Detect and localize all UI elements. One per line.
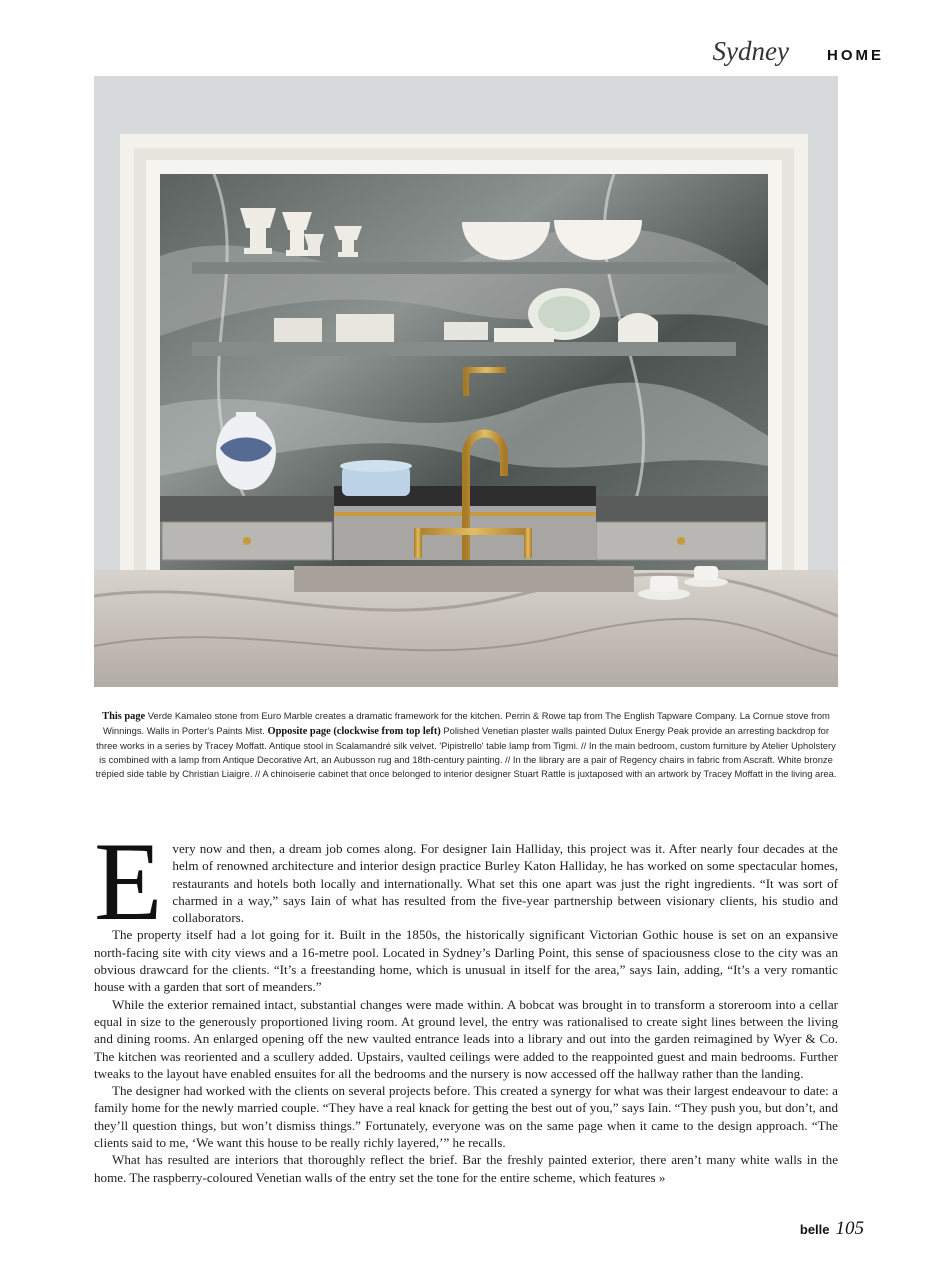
caption-lead-opposite-page: Opposite page (clockwise from top left) [267, 726, 441, 737]
paragraph-1 [94, 820, 838, 944]
shelf-middle [192, 342, 736, 356]
section-city: Sydney [712, 36, 789, 66]
caption-text-this-page: Verde Kamaleo stone from Euro Marble creates a dramatic framework for the kitchen. Perrin & Rowe tap from The English Tapware Company. La Cornue stove from Winnings. Walls in Porter's Paints Mist. [102, 710, 830, 736]
magazine-name: belle [799, 1222, 830, 1237]
paragraph-2: The property itself had a lot going for it. Built in the 1850s, the historically significant Victorian Gothic house is set on an expansive north-facing site with city views and a 16-metre pool. Located in Sydney’s Darling Point, this sense of spaciousness close to the city was an obvious drawcard for the clients. “It’s a freestanding home, which is unusual in itself for the area,” says Iain, adding, “It’s a very romantic house with a garden that sort of meanders.” [94, 927, 838, 995]
section-label: HOME [827, 47, 884, 64]
paragraph-3: While the exterior remained intact, substantial changes were made within. A bobcat was brought in to transform a storeroom into a cellar equal in size to the generously proportioned living room. At ground level, the entry was rationalised to create sight lines between the living and dining rooms. An enlarged opening off the new vaulted entrance leads into a library and out into the garden reimagined by Wyer & Co. The kitchen was reoriented and a scullery added. Upstairs, vaulted ceilings were added to the reappointed guest and main bedrooms. Further tweaks to the layout have enabled ensuites for all the bedrooms and the nursery is now accessed off the hallway rather than the landing. [94, 996, 838, 1081]
caption-lead-this-page: This page [102, 711, 146, 722]
page-number: 105 [835, 1218, 864, 1239]
drop-cap: E [94, 820, 163, 944]
sink [294, 566, 634, 592]
photo-caption [92, 709, 840, 781]
page-header [713, 36, 884, 67]
article-body [94, 820, 838, 1186]
paragraph-5: What has resulted are interiors that thoroughly reflect the brief. Bar the freshly painted exterior, there aren’t many white walls in the home. The raspberry-coloured Venetian walls of the entry set the tone for the entire scheme, which features » [94, 1152, 838, 1185]
page-footer [800, 1218, 864, 1240]
caption-text-opposite-page: Polished Venetian plaster walls painted Dulux Energy Peak provide an arresting backdrop for three works in a series by Tracey Moffatt. Antique stool in Scalamandré silk velvet. 'Pipistrello' table lamp from Tigmi. // In the main bedroom, custom furniture by Atelier Upholstery is combined with a lamp from Antique Decorative Art, an Aubusson rug and 18th-century painting. // In the library are a pair of Regency chairs in fabric from Ascraft. White bronze trépied side table by Christian Liaigre. // A chinoiserie cabinet that once belonged to interior designer Stuart Rattle is juxtaposed with an artwork by Tracey Moffatt in the living area. [95, 725, 837, 779]
paragraph-4: The designer had worked with the clients on several projects before. This created a synergy for what was their largest endeavour to date: a family home for the newly married couple. “They have a real knack for getting the best out of you,” says Iain. “They push you, but don’t, and they’ll question things, but won’t dismiss things.” Fortunately, everyone was on the same page when it came to the design approach. “The clients said to me, ‘We want this house to be really richly layered,’” he recalls. [94, 1083, 838, 1151]
shelf-top [192, 262, 736, 274]
paragraph-1-text: very now and then, a dream job comes along. For designer Iain Halliday, this project was it. After nearly four decades at the helm of renowned architecture and interior design practice Burley Katon Halliday, he has worked on some spectacular homes, restaurants and hotels both locally and internationally. What set this one apart was just the right ingredients. “It was sort of charmed in a way,” says Iain of what has resulted from the five-year partnership between visionary clients, his studio and collaborators. [172, 841, 838, 926]
kitchen-photo [94, 76, 838, 687]
